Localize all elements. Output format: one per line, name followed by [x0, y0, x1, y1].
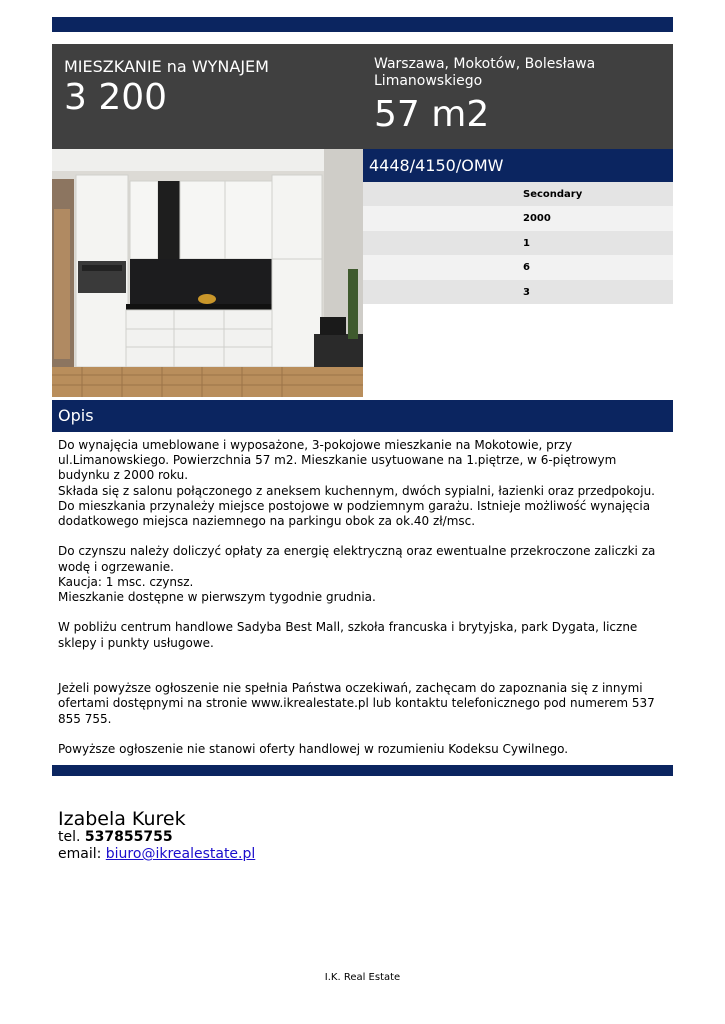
spacer — [58, 727, 670, 742]
phone-label: tel. — [58, 829, 81, 845]
phone-number[interactable]: 537855755 — [84, 829, 173, 845]
description-paragraph: Kaucja: 1 msc. czynsz. — [58, 574, 194, 589]
spec-value: Secondary — [523, 189, 583, 200]
spec-row — [363, 255, 673, 279]
spec-row — [363, 182, 673, 206]
description-paragraph: Powyższe ogłoszenie nie stanowi oferty handlowej w rozumieniu Kodeksu Cywilnego. — [58, 741, 569, 756]
description-paragraph: W pobliżu centrum handlowe Sadyba Best Mall, szkoła francuska i brytyjska, park Dygata, liczne sklepy i punkty usługowe. — [58, 620, 638, 650]
description-paragraph: Do czynszu należy doliczyć opłaty za energię elektryczną oraz ewentualne przekroczone zaliczki za wodę i ogrzewanie. — [58, 544, 656, 574]
description-paragraph: Do wynajęcia umeblowane i wyposażone, 3-pokojowe mieszkanie na Mokotowie, przy ul.Limanowskiego. Powierzchnia 57 m2. Mieszkanie usytuowane na 1.piętrze, w 6-piętrowym budynku z 2000 roku. — [58, 438, 617, 483]
description-paragraph: Składa się z salonu połączonego z aneksem kuchennym, dwóch sypialni, łazienki oraz przedpokoju. — [58, 483, 655, 498]
agent-email — [58, 846, 255, 862]
listing-area: 57 m2 — [374, 94, 490, 135]
spec-value: 2000 — [523, 213, 551, 225]
spec-row — [363, 206, 673, 230]
spec-row — [363, 280, 673, 304]
spacer — [58, 605, 670, 620]
top-accent-bar — [52, 17, 673, 32]
spacer — [58, 666, 670, 681]
spacer — [58, 651, 670, 666]
description-paragraph: Jeżeli powyższe ogłoszenie nie spełnia Państwa oczekiwań, zachęcam do zapoznania się z innymi ofertami dostępnymi na stronie www.ikrealestate.pl lub kontaktu telefonicznego pod numerem 537 855 755. — [58, 681, 655, 726]
email-link[interactable]: biuro@ikrealestate.pl — [105, 846, 256, 862]
description-paragraph: Do mieszkania przynależy miejsce postojowe w podziemnym garażu. Istnieje możliwość wynajęcia dodatkowego miejsca naziemnego na parkingu obok za ok.40 zł/msc. — [58, 498, 651, 529]
section-title: Opis — [58, 406, 94, 425]
description-heading-bar — [52, 400, 673, 432]
spec-value: 3 — [523, 286, 530, 298]
description-paragraph: Mieszkanie dostępne w pierwszym tygodnie grudnia. — [58, 590, 376, 605]
apartment-photo — [52, 149, 363, 397]
listing-price: 3 200 — [64, 77, 168, 118]
agent-phone — [58, 829, 173, 845]
reference-bar — [363, 149, 673, 182]
reference-number: 4448/4150/OMW — [369, 156, 504, 175]
email-label: email: — [58, 846, 102, 862]
spacer — [58, 529, 670, 544]
listing-type: MIESZKANIE na WYNAJEM — [64, 57, 269, 76]
spec-table — [363, 182, 673, 304]
listing-location: Warszawa, Mokotów, Bolesława Limanowskiego — [374, 56, 596, 89]
spec-value: 6 — [523, 262, 530, 274]
agent-name: Izabela Kurek — [58, 808, 186, 830]
footer-company: I.K. Real Estate — [324, 972, 401, 983]
spec-row — [363, 231, 673, 255]
listing-header — [52, 44, 673, 149]
description — [58, 438, 670, 757]
bottom-accent-bar — [52, 765, 673, 776]
spec-value: 1 — [523, 237, 530, 249]
